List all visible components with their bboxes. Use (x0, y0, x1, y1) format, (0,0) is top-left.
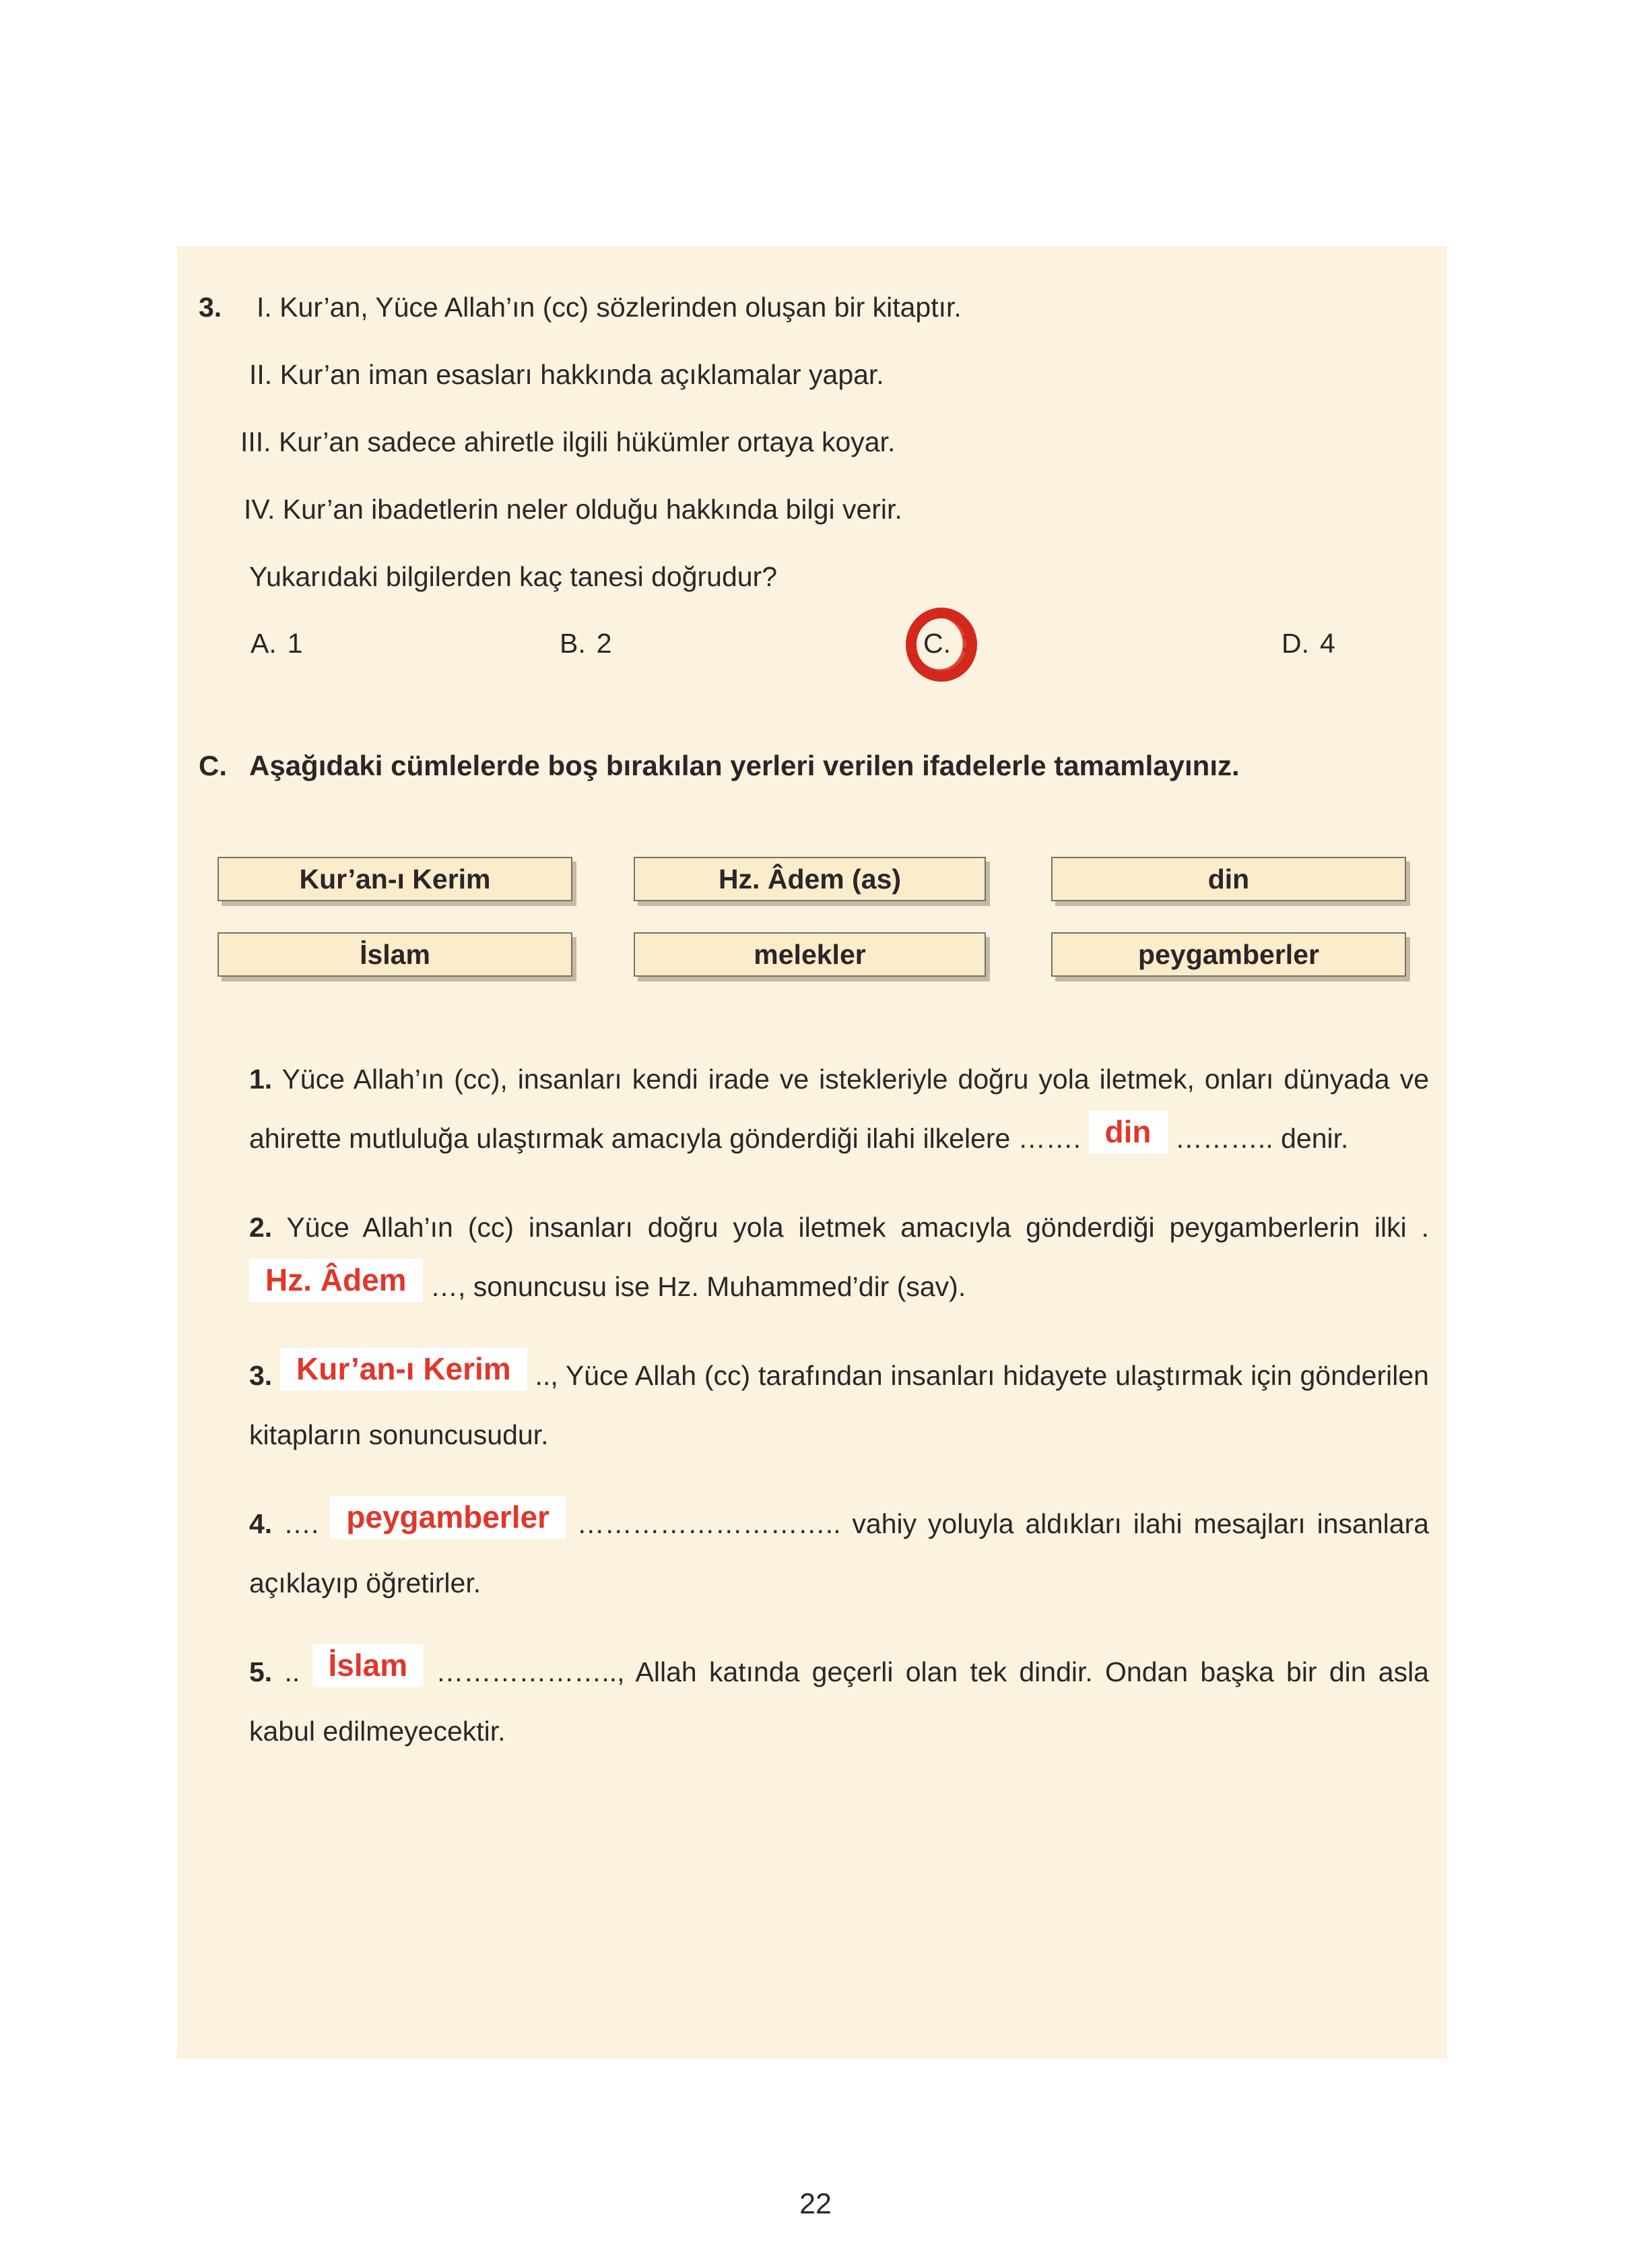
answer-options-row (177, 628, 1447, 668)
option-a-label: A. (251, 628, 277, 659)
option-d-value: 4 (1320, 628, 1335, 659)
sentence-text-post: ……………………….. vahiy yoluyla aldıkları ilahi mesajları insanlara açıklayıp öğretirler. (249, 1508, 1429, 1598)
question-prompt-text: Yukarıdaki bilgilerden kaç tanesi doğrudur? (249, 561, 778, 592)
sentence-5 (249, 1642, 1429, 1761)
sentence-text-post: .., Yüce Allah (cc) tarafından insanları hidayete ulaştırmak için gönderilen kitapların sonuncusudur. (249, 1360, 1429, 1450)
question-item-text: III. Kur’an sadece ahiretle ilgili hükümler ortaya koyar. (240, 426, 896, 457)
section-c-title: Aşağıdaki cümlelerde boş bırakılan yerleri verilen ifadelerle tamamlayınız. (249, 750, 1240, 781)
sentence-text-post: ……….. denir. (1174, 1123, 1349, 1154)
question-item-text: IV. Kur’an ibadetlerin neler olduğu hakkında bilgi verir. (244, 494, 902, 525)
section-c-label: C. (199, 750, 227, 781)
question-item-3 (177, 426, 1447, 458)
answer-annotation-hz-adem: Hz. Âdem (249, 1259, 423, 1302)
option-a (251, 628, 303, 659)
sentence-number: 4. (249, 1508, 273, 1539)
word-bank-label: Hz. Âdem (as) (718, 863, 902, 895)
question-item-1 (177, 291, 1447, 323)
sentence-text-post: ……………….., Allah katında geçerli olan tek dindir. Ondan başka bir din asla kabul edilmeyecektir. (249, 1656, 1429, 1747)
sentence-number: 5. (249, 1656, 273, 1687)
word-bank-item-melekler (634, 932, 986, 977)
answer-annotation-din: din (1089, 1111, 1168, 1154)
word-bank-item-kuran (218, 857, 572, 901)
option-c-value: 3 (962, 628, 977, 659)
question-item-text: II. Kur’an iman esasları hakkında açıklamalar yapar. (249, 359, 884, 390)
sentence-text-pre: …. (284, 1508, 319, 1539)
word-bank-label: din (1207, 863, 1250, 895)
word-bank-label: İslam (360, 938, 430, 970)
word-bank-item-adem (634, 857, 986, 901)
page-number: 22 (799, 2188, 832, 2220)
option-d-label: D. (1282, 628, 1309, 659)
sentence-text-post: …, sonuncusu ise Hz. Muhammed’dir (sav). (430, 1271, 966, 1302)
word-bank-label: Kur’an-ı Kerim (299, 863, 491, 895)
sentence-text-pre: Yüce Allah’ın (cc) insanları doğru yola iletmek amacıyla gönderdiği peygamberlerin ilki . (286, 1212, 1429, 1243)
sentence-text-pre: Yüce Allah’ın (cc), insanları kendi irade ve istekleriyle doğru yola iletmek, onları dünyada ve ahirette mutluluğa ulaştırmak amacıyla gönderdiği ilahi ilkelere ……. (249, 1064, 1429, 1154)
question-item-text: I. Kur’an, Yüce Allah’ın (cc) sözlerinden oluşan bir kitaptır. (257, 292, 962, 323)
answer-annotation-islam: İslam (312, 1644, 424, 1687)
answer-annotation-peygamberler: peygamberler (330, 1496, 566, 1539)
option-b (560, 628, 612, 659)
word-bank-label: peygamberler (1138, 938, 1319, 970)
question-number: 3. (199, 292, 222, 323)
sentence-number: 3. (249, 1360, 273, 1391)
answer-annotation-kuran: Kur’an-ı Kerim (280, 1348, 527, 1391)
option-c-label: C. (923, 628, 951, 659)
option-b-label: B. (560, 628, 586, 659)
question-item-4 (177, 493, 1447, 525)
option-c (923, 628, 977, 659)
word-bank-item-islam (218, 932, 572, 977)
option-b-value: 2 (596, 628, 612, 659)
sentence-1 (249, 1049, 1429, 1168)
question-prompt (177, 560, 1447, 593)
fill-blank-sentences (249, 1049, 1429, 1790)
question-3 (177, 291, 1447, 668)
question-item-2 (177, 358, 1447, 391)
word-bank-item-peygamberler (1051, 932, 1406, 977)
option-d (1282, 628, 1335, 659)
sentence-number: 2. (249, 1212, 273, 1243)
sentence-4 (249, 1494, 1429, 1613)
worksheet-panel (177, 247, 1447, 2059)
word-bank-item-din (1051, 857, 1406, 901)
sentence-text-pre: .. (284, 1656, 300, 1687)
sentence-number: 1. (249, 1064, 273, 1095)
word-bank-label: melekler (754, 938, 866, 970)
sentence-3 (249, 1346, 1429, 1464)
sentence-2 (249, 1198, 1429, 1316)
option-a-value: 1 (287, 628, 303, 659)
